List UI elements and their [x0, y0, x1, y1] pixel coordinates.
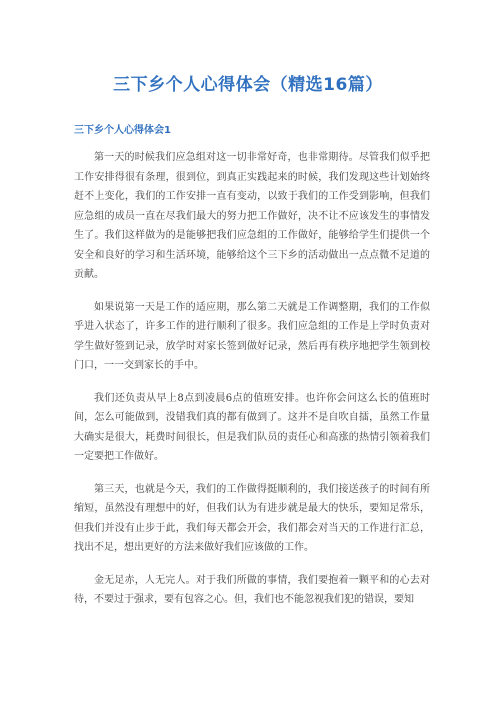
- paragraph: 如果说第一天是工作的适应期，那么第二天就是工作调整期，我们的工作似乎进入状态了，许多工作的进行顺利了很多。我们应急组的工作是上学时负责对学生做好签到记录，放学时对家长签到做好记录，然后再有秩序地把学生领到校门口，一一交到家长的手中。: [74, 301, 430, 371]
- paragraph: 第一天的时候我们应急组对这一切非常好奇，也非常期待。尽管我们似乎把工作安排得很有条理，很到位，到真正实践起来的时候，我们发现这些计划始终赶不上变化，我们的工作安排一直有变动，以致于我们的工作受到影响，但我们应急组的成员一直在尽我们最大的努力把工作做好，决不让不应该发生的事情发生了。我们这样做为的是能够把我们应急组的工作做好，能够给学生们提供一个安全和良好的学习和生活环境，能够给这个三下乡的活动做出一点点微不足道的贡献。: [74, 152, 430, 280]
- document-title: 三下乡个人心得体会（精选16篇）: [113, 75, 383, 95]
- paragraph: 金无足赤，人无完人。对于我们所做的事情，我们要抱着一颗平和的心去对待，不要过于强求，要有包容之心。但，我们也不能忽视我们犯的错误，要知: [74, 574, 430, 605]
- body-text: [74, 148, 430, 623]
- paragraph: 我们还负责从早上8点到凌晨6点的值班安排。也许你会问这么长的值班时间，怎么可能做到，没错我们真的都有做到了。这并不是自吹自擂，虽然工作量大确实是很大，耗费时间很长，但是我们队员的责任心和高涨的热情引领着我们一定要把工作做好。: [74, 392, 430, 462]
- paragraph: 第三天，也就是今天，我们的工作做得挺顺利的，我们接送孩子的时间有所缩短，虽然没有理想中的好，但我们认为有进步就是最大的快乐，要知足常乐，但我们并没有止步于此，我们每天都会开会，我们都会对当天的工作进行汇总，找出不足，想出更好的方法来做好我们应该做的工作。: [74, 483, 430, 553]
- section-heading: 三下乡个人心得体会1: [74, 125, 171, 136]
